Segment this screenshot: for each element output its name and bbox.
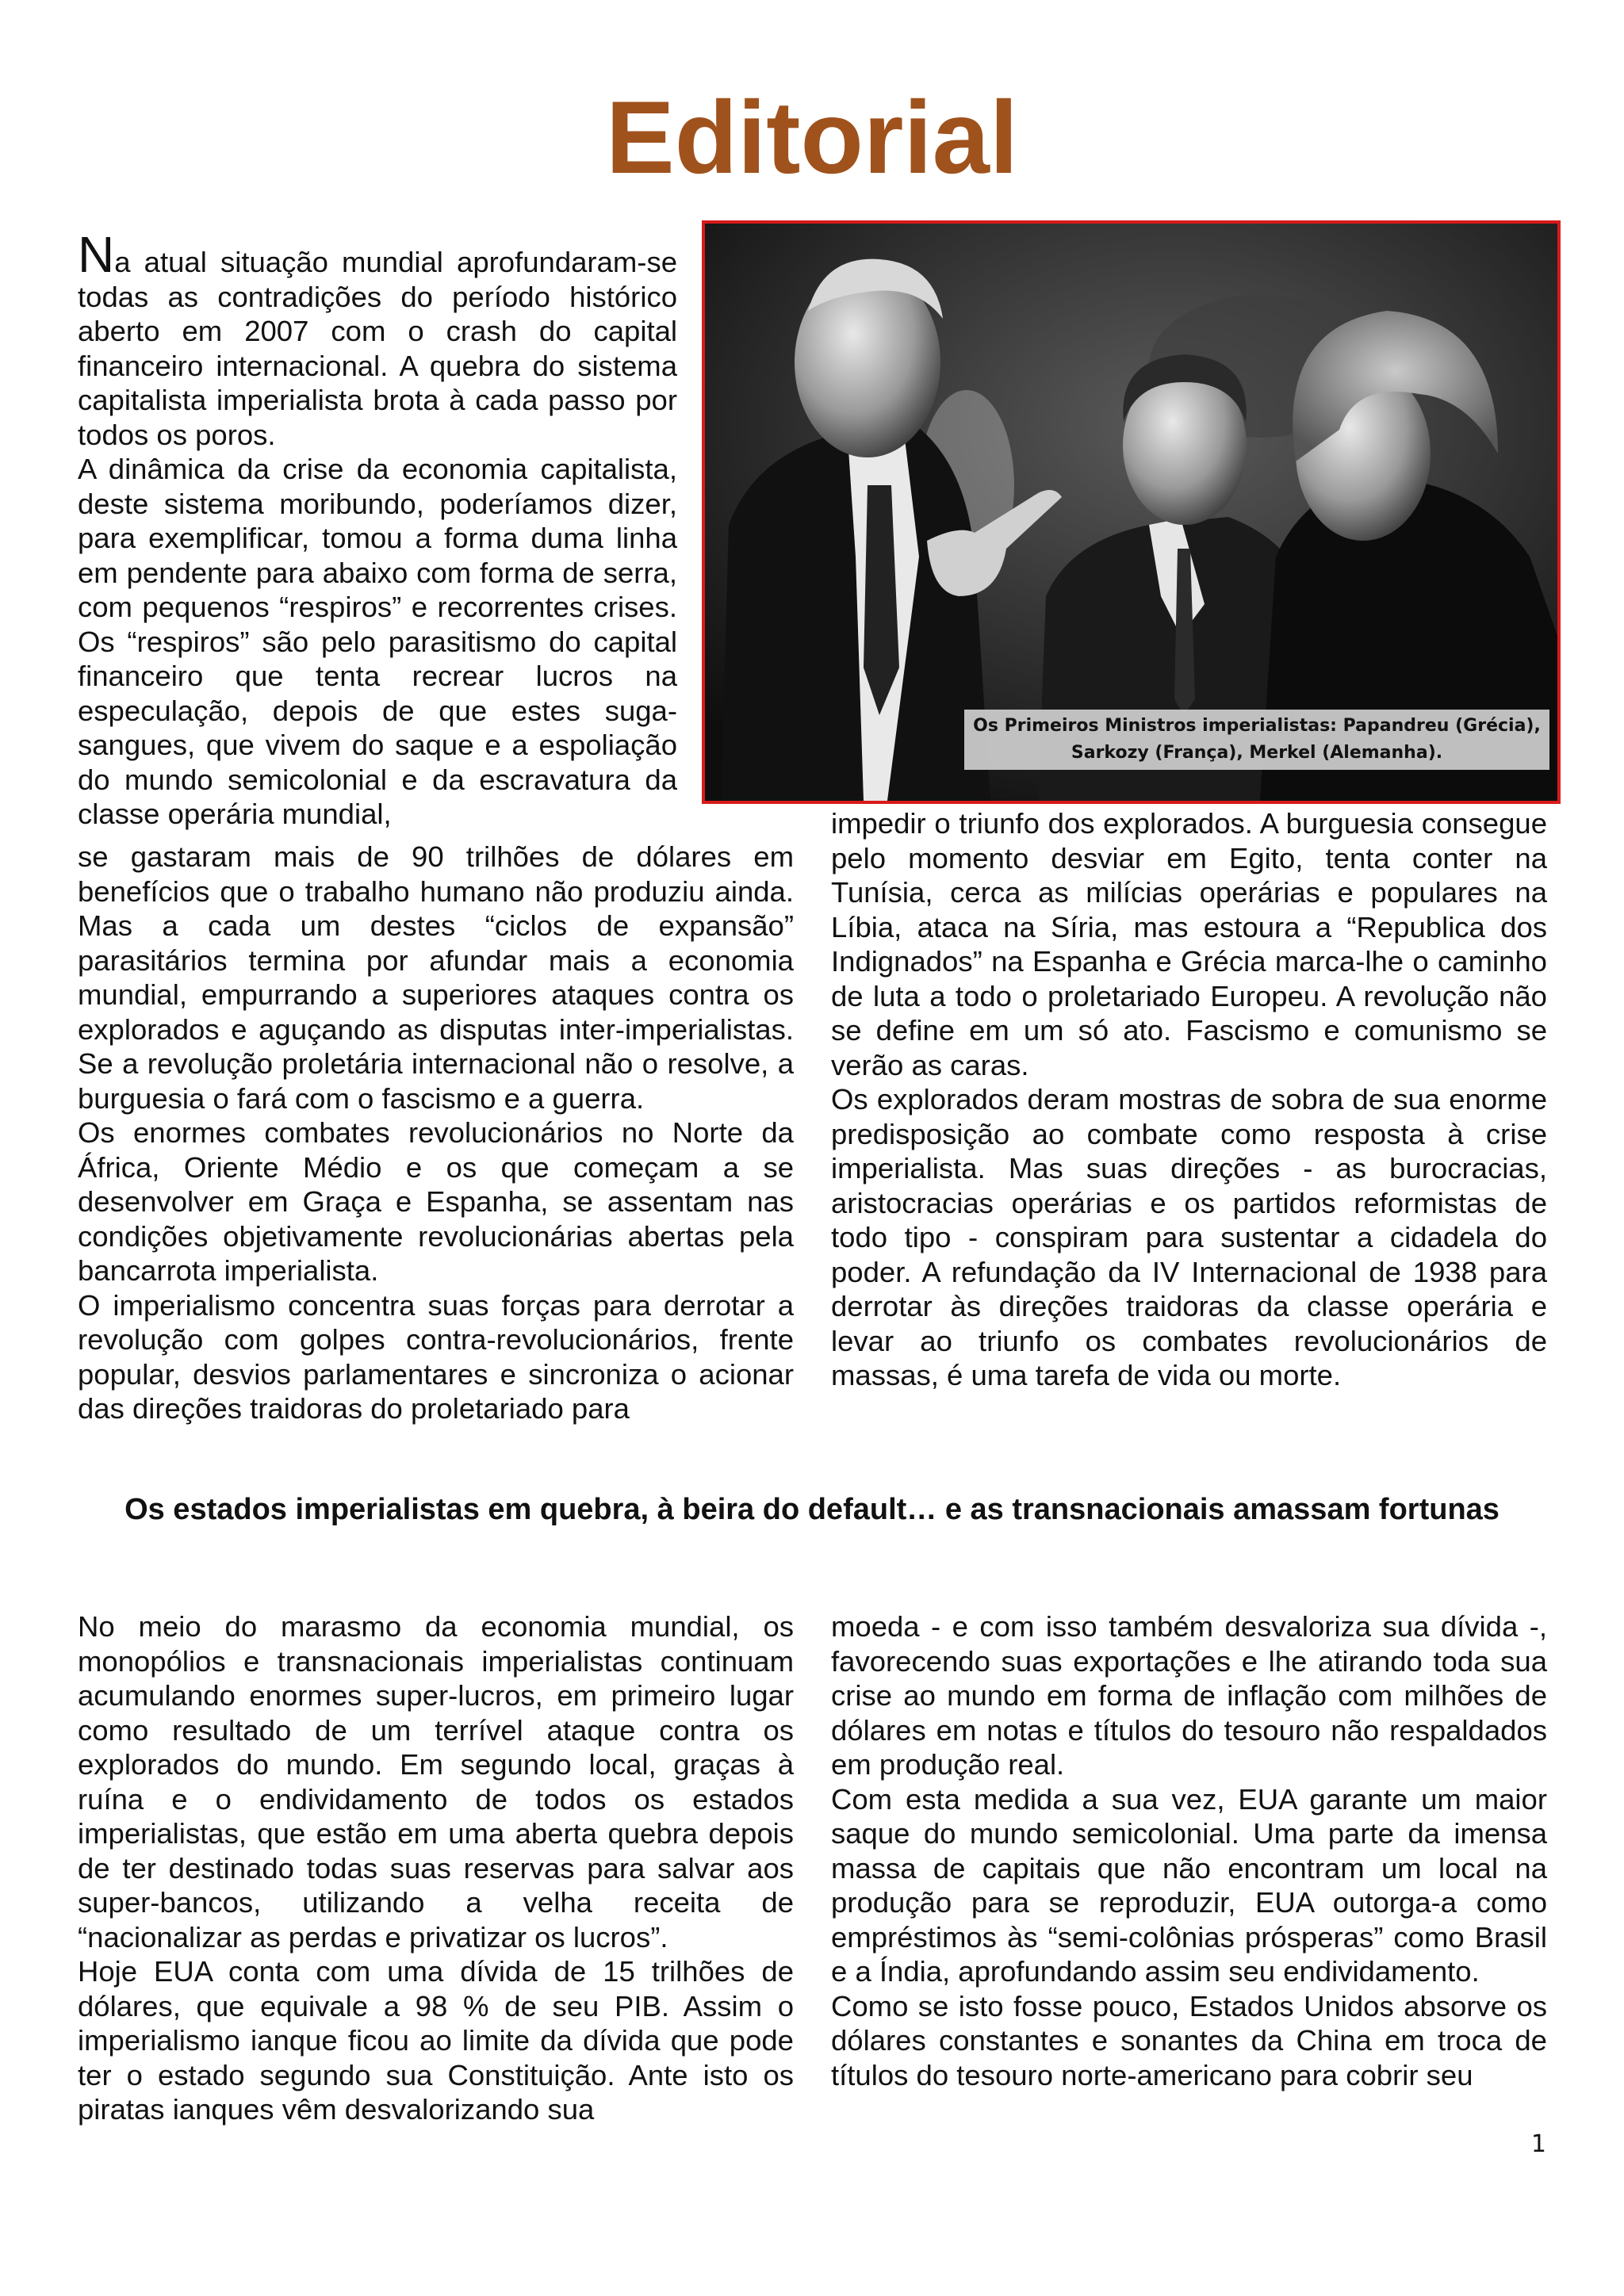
page-title: Editorial [605,79,1019,195]
section-column-left [78,1609,794,2127]
intro-paragraph-2b: se gastaram mais de 90 trilhões de dólares em benefícios que o trabalho humano não produziu ainda. Mas a cada um destes “ciclos de expansão” parasitários termina por afundar mais a economia mundial, empurrando a superiores ataques contra os explorados e aguçando as disputas inter-imperialistas. Se a revolução proletária internacional não o resolve, a burguesia o fará com o fascismo e a guerra. [78,840,794,1115]
photo-caption [964,710,1549,770]
photo-caption-line-2: Sarkozy (França), Merkel (Alemanha). [1071,743,1443,763]
intro-paragraph-1 [78,226,677,452]
section-right-paragraph-1: moeda - e com isso também desvaloriza sua dívida -, favorecendo suas exportações e lhe atirando toda sua crise ao mundo em forma de inflação com milhões de dólares em notas e títulos do tesouro não respaldados em produção real. [831,1610,1547,1781]
intro-column-right [831,806,1547,1393]
intro-paragraph-2a: A dinâmica da crise da economia capitalista, deste sistema moribundo, poderíamos dizer, para exemplificar, tomou a forma duma linha em pendente para abaixo com forma de serra, com pequenos “respiros” e recorrentes crises. Os “respiros” são pelo parasitismo do capital financeiro que tenta recrear lucros na especulação, depois de que estes suga-sangues, que vivem do saque e a espoliação do mundo semicolonial e da escravatura da classe operária mundial, [78,453,677,830]
page-number: 1 [1530,2130,1546,2158]
intro-column-left [78,226,677,832]
photo-caption-line-1: Os Primeiros Ministros imperialistas: Papandreu (Grécia), [973,716,1541,736]
section-heading: Os estados imperialistas em quebra, à beira do default… e as transnacionais amassam fortunas [124,1493,1500,1526]
intro-paragraph-3: Os enormes combates revolucionários no Norte da África, Oriente Médio e os que começam a se desenvolver em Graça e Espanha, se assentam nas condições objetivamente revolucionárias abertas pela bancarrota imperialista. [78,1116,794,1287]
intro-right-paragraph-1: impedir o triunfo dos explorados. A burguesia consegue pelo momento desviar em Egito, tenta conter na Tunísia, cerca as milícias operárias e populares na Líbia, ataca na Síria, mas estoura a “Republica dos Indignados” na Espanha e Grécia marca-lhe o caminho de luta a todo o proletariado Europeu. A revolução não se define em um só ato. Fascismo e comunismo se verão as caras. [831,807,1547,1081]
intro-column-left-lower [78,840,794,1426]
section-column-right [831,1609,1547,2092]
section-left-paragraph-1: No meio do marasmo da economia mundial, os monopólios e transnacionais imperialistas continuam acumulando enormes super-lucros, em primeiro lugar como resultado de um terrível ataque contra os explorados do mundo. Em segundo local, graças à ruína e o endividamento de todos os estados imperialistas, que estão em uma aberta quebra depois de ter destinado todas suas reservas para salvar aos super-bancos, utilizando a velha receita de “nacionalizar as perdas e privatizar os lucros”. [78,1610,794,1954]
leaders-photo [702,220,1561,804]
section-left-paragraph-2: Hoje EUA conta com uma dívida de 15 trilhões de dólares, que equivale a 98 % de seu PIB. Assim o imperialismo ianque ficou ao limite da dívida que pode ter o estado segundo sua Constituição. Ante isto os piratas ianques vêm desvalorizando sua [78,1955,794,2126]
drop-cap: N [78,226,115,283]
intro-paragraph-4: O imperialismo concentra suas forças para derrotar a revolução com golpes contra-revolucionários, frente popular, desvios parlamentares e sincroniza o acionar das direções traidoras do proletariado para [78,1288,794,1425]
section-right-paragraph-2: Com esta medida a sua vez, EUA garante um maior saque do mundo semicolonial. Uma parte da imensa massa de capitais que não encontram um local na produção para se reproduzir, EUA outorga-a como empréstimos às “semi-colônias prósperas” como Brasil e a Índia, aprofundando assim seu endividamento. [831,1782,1547,1988]
section-right-paragraph-3: Como se isto fosse pouco, Estados Unidos absorve os dólares constantes e sonantes da China em troca de títulos do tesouro norte-americano para cobrir seu [831,1989,1547,2091]
intro-paragraph-1-text: a atual situação mundial aprofundaram-se todas as contradições do período histórico aberto em 2007 com o crash do capital financeiro internacional. A quebra do sistema capitalista imperialista brota à cada passo por todos os poros. [78,246,677,451]
intro-right-paragraph-2: Os explorados deram mostras de sobra de sua enorme predisposição ao combate como resposta à crise imperialista. Mas suas direções - as burocracias, aristocracias operárias e os partidos reformistas de todo tipo - conspiram para sustentar a cidadela do poder. A refundação da IV Internacional de 1938 para derrotar às direções traidoras da classe operária e levar ao triunfo os combates revolucionários de massas, é uma tarefa de vida ou morte. [831,1083,1547,1391]
